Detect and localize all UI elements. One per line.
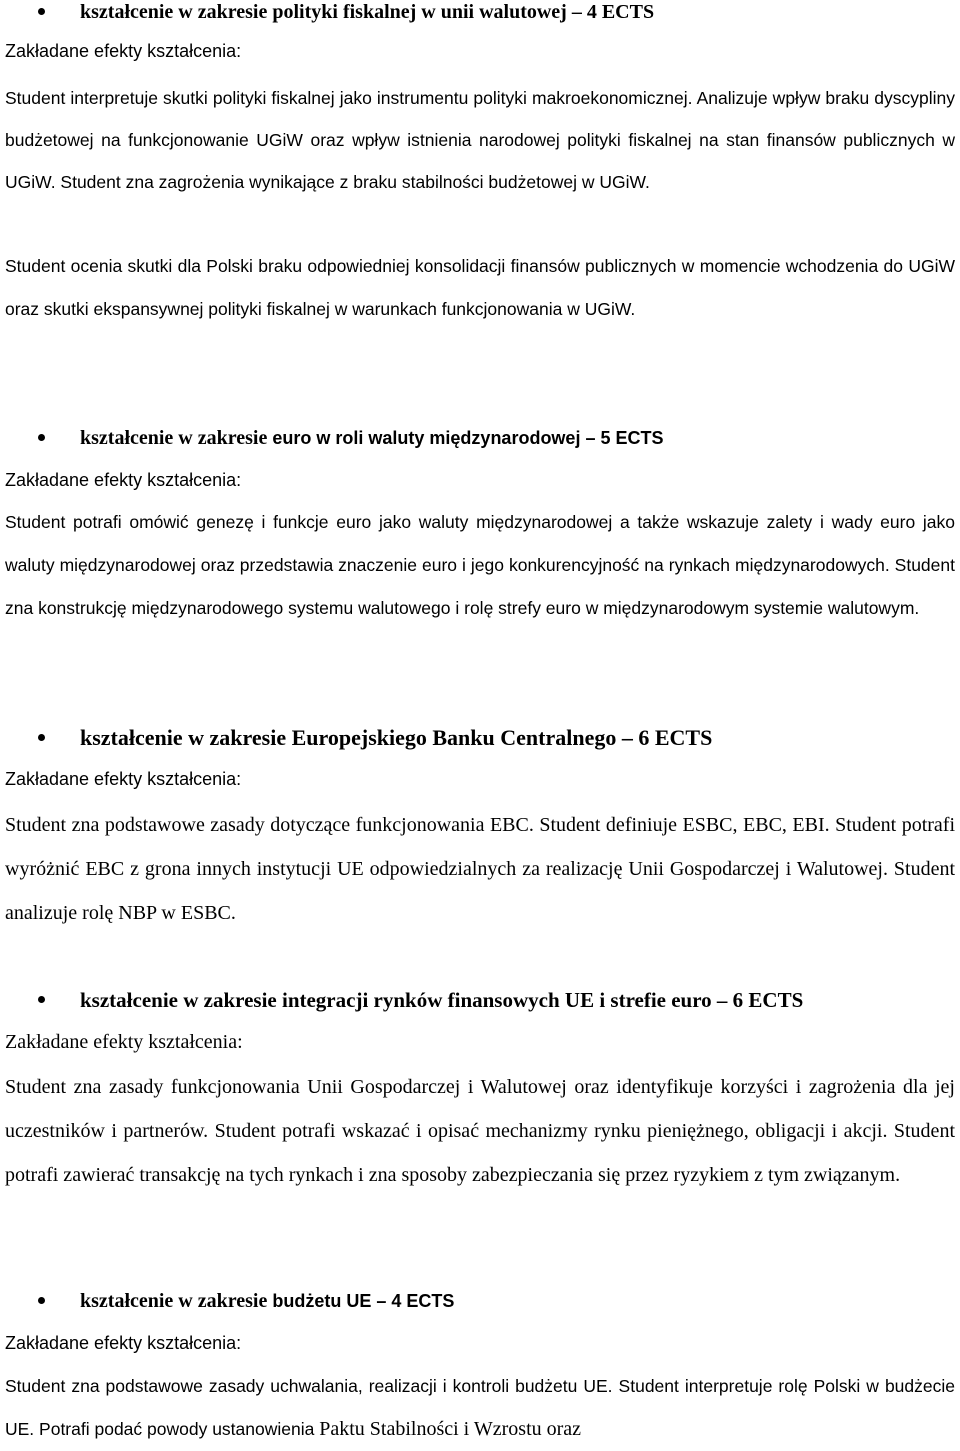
- section-paragraph: Student ocenia skutki dla Polski braku odpowiedniej konsolidacji finansów publicznych w momencie wchodzenia do UGiW oraz skutki ekspansywnej polityki fiskalnej w warunkach funkcjonowania w UGiW.: [5, 256, 955, 319]
- outcomes-label: Zakładane efekty kształcenia:: [5, 1333, 242, 1353]
- bullet-icon: [38, 1297, 45, 1304]
- outcomes-label: Zakładane efekty kształcenia:: [5, 1031, 243, 1053]
- section-title-part: kształcenie w zakresie: [80, 427, 268, 449]
- outcomes-label: Zakładane efekty kształcenia:: [5, 769, 242, 789]
- section-heading-fiscal-policy: [0, 0, 960, 26]
- outcomes-label: Zakładane efekty kształcenia:: [5, 470, 242, 490]
- section-paragraph: Student potrafi omówić genezę i funkcje euro jako waluty międzynarodowej a także wskazuje zalety i wady euro jako waluty międzynarodowej oraz przedstawia znaczenie euro i jego konkurencyjność na rynkach międzynarodowych. Student zna konstrukcję międzynarodowego systemu walutowego i rolę strefy euro w międzynarodowym systemie walutowym.: [5, 512, 955, 618]
- bullet-icon: [38, 8, 45, 15]
- section-title: kształcenie w zakresie integracji rynków finansowych UE i strefie euro – 6 ECTS: [80, 988, 804, 1012]
- paragraph-part: Paktu Stabilności i Wzrostu oraz: [319, 1418, 582, 1440]
- bullet-icon: [38, 734, 45, 741]
- section-paragraph: [5, 1365, 955, 1451]
- section-paragraph: Student interpretuje skutki polityki fiskalnej jako instrumentu polityki makroekonomicznej. Analizuje wpływ braku dyscypliny budżetowej na funkcjonowanie UGiW oraz wpływ istnienia narodowej polityki fiskalnej na stan finansów publicznych w UGiW. Student zna zagrożenia wynikające z braku stabilności budżetowej w UGiW.: [5, 88, 955, 192]
- section-paragraph: Student zna zasady funkcjonowania Unii Gospodarczej i Walutowej oraz identyfikuje korzyści i zagrożenia dla jej uczestników i partnerów. Student potrafi wskazać i opisać mechanizmy rynku pieniężnego, obligacji i akcji. Student potrafi zawierać transakcję na tych rynkach i zna sposoby zabezpieczania się przez ryzykiem z tym związanym.: [5, 1076, 955, 1186]
- bullet-icon: [38, 996, 45, 1003]
- section-title-part: budżetu UE – 4 ECTS: [272, 1291, 455, 1311]
- section-heading-financial-markets: [0, 986, 960, 1014]
- section-heading-euro-international: [0, 424, 960, 452]
- outcomes-label: Zakładane efekty kształcenia:: [5, 41, 242, 61]
- section-paragraph: Student zna podstawowe zasady dotyczące funkcjonowania EBC. Student definiuje ESBC, EBC, EBI. Student potrafi wyróżnić EBC z grona innych instytucji UE odpowiedzialnych za realizację Unii Gospodarczej i Walutowej. Student analizuje rolę NBP w ESBC.: [5, 814, 955, 924]
- section-heading-ecb: [0, 724, 960, 752]
- section-title-part: kształcenie w zakresie: [80, 1290, 268, 1312]
- section-title: kształcenie w zakresie polityki fiskalnej w unii walutowej – 4 ECTS: [80, 1, 655, 23]
- section-title-part: euro w roli waluty międzynarodowej – 5 ECTS: [272, 428, 664, 448]
- section-title: kształcenie w zakresie Europejskiego Banku Centralnego – 6 ECTS: [80, 725, 713, 750]
- paragraph-part: Student zna podstawowe zasady uchwalania, realizacji i kontroli budżetu UE. Student interpretuje rolę Polski w budżecie UE. Potrafi podać powody ustanowienia: [5, 1376, 955, 1439]
- section-title-wrapper: [80, 424, 663, 452]
- section-title-wrapper: [80, 1287, 454, 1315]
- section-heading-eu-budget: [0, 1287, 960, 1315]
- bullet-icon: [38, 434, 45, 441]
